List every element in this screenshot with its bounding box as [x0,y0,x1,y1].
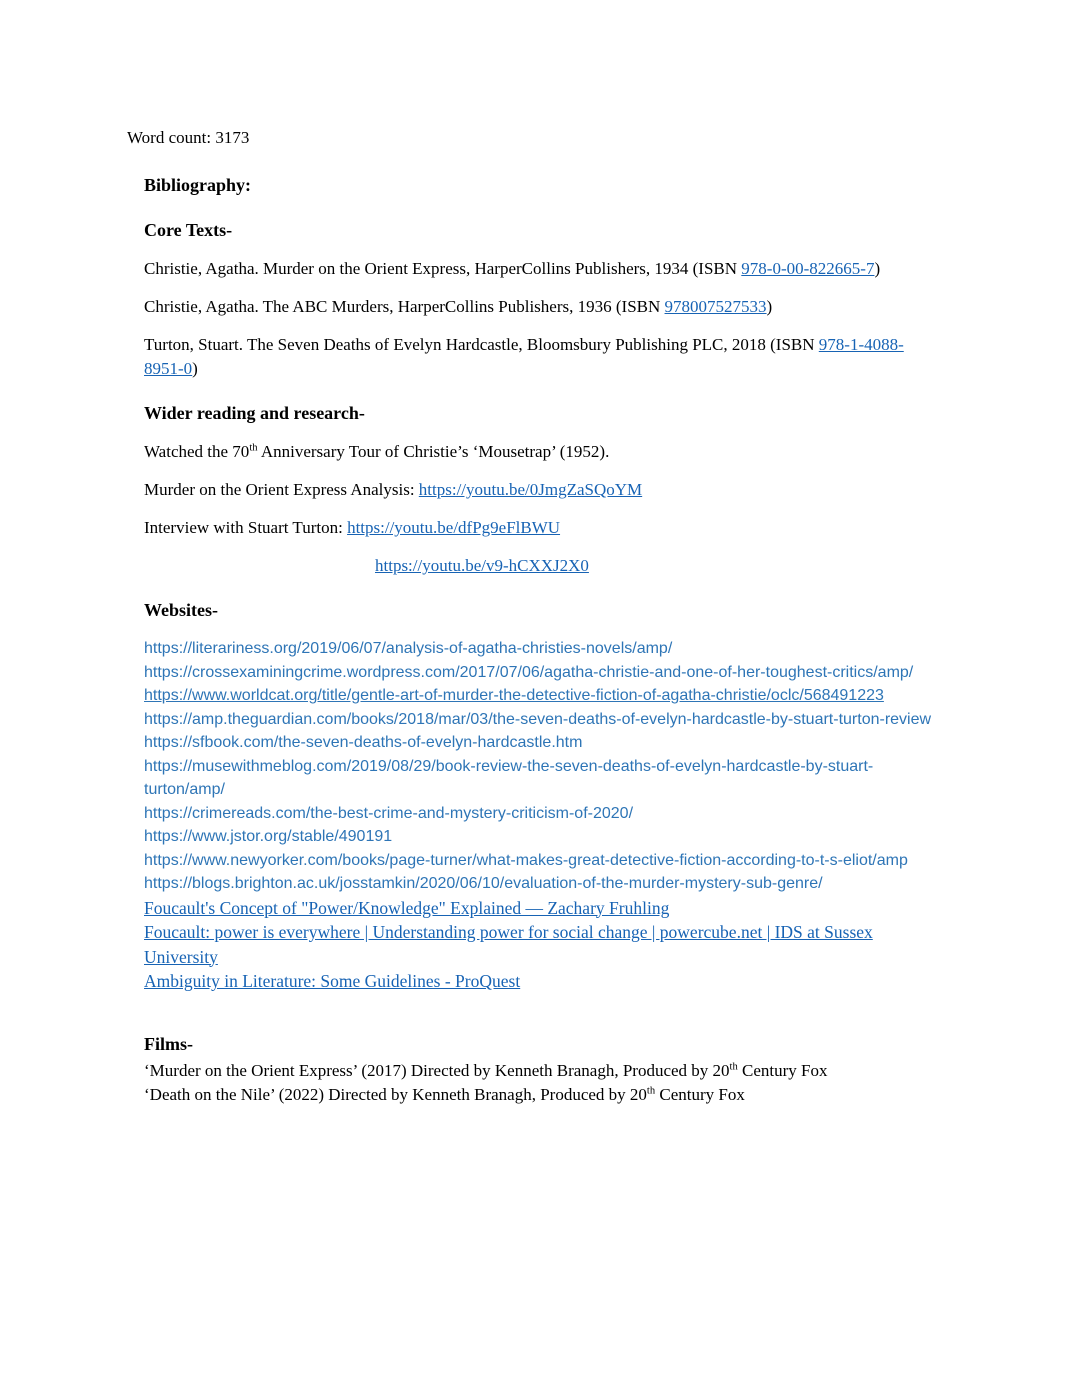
paragraph-orient-analysis [144,478,939,502]
text-run: Christie, Agatha. Murder on the Orient Express, HarperCollins Publishers, 1934 (ISBN [144,259,742,278]
website-url-literariness: https://literariness.org/2019/06/07/analysis-of-agatha-christies-novels/amp/ [144,640,673,657]
website-url-jstor: https://www.jstor.org/stable/490191 [144,828,393,845]
website-link-foucault-knowledge[interactable]: Foucault's Concept of "Power/Knowledge" Explained — Zachary Fruhling [144,897,670,918]
text-run: Murder on the Orient Express Analysis: [144,480,419,499]
website-url-sfbook: https://sfbook.com/the-seven-deaths-of-evelyn-hardcastle.htm [144,734,583,751]
text-run: Anniversary Tour of Christie’s ‘Mousetrap’ (1952). [257,442,610,461]
hyperlink[interactable]: https://youtu.be/dfPg9eFlBWU [347,518,561,537]
hyperlink[interactable]: 978-0-00-822665-7 [741,259,875,278]
text-run: Century Fox [655,1084,745,1104]
superscript-ordinal: th [646,1084,656,1096]
website-url-guardian: https://amp.theguardian.com/books/2018/mar/03/the-seven-deaths-of-evelyn-hardcastle-by-stuart-turton-review [144,710,932,728]
core-texts-heading: Core Texts- [144,220,233,240]
hyperlink[interactable]: https://youtu.be/v9-hCXXJ2X0 [375,556,589,575]
citation-orient-express [144,257,939,281]
text-run: ‘Death on the Nile’ (2022) Directed by Kenneth Branagh, Produced by 20 [144,1084,647,1104]
text-run: ) [192,359,198,378]
paragraph-turton-interview [144,516,939,540]
website-url-musewithmeblog: https://musewithmeblog.com/2019/08/29/book-review-the-seven-deaths-of-evelyn-hardcastle-by-stuart-turton/amp/ [144,757,874,798]
hyperlink[interactable]: 978007527533 [664,297,767,316]
text-run: Turton, Stuart. The Seven Deaths of Evelyn Hardcastle, Bloomsbury Publishing PLC, 2018 (ISBN [144,335,819,354]
website-url-crossexaminingcrime: https://crossexaminingcrime.wordpress.com/2017/07/06/agatha-christie-and-one-of-her-toughest-critics/amp/ [144,663,914,681]
text-run: Interview with Stuart Turton: [144,518,348,537]
hyperlink[interactable]: https://youtu.be/0JmgZaSQoYM [418,480,643,499]
superscript-ordinal: th [729,1060,738,1072]
text-run: ) [766,297,773,316]
films-heading: Films- [144,1033,193,1054]
film-entry-death-on-nile [144,1083,939,1107]
paragraph-extra-video-link [375,554,939,578]
film-entry-orient-express [144,1059,939,1083]
website-url-crimereads: https://crimereads.com/the-best-crime-and-mystery-criticism-of-2020/ [144,804,634,822]
wider-reading-heading: Wider reading and research- [144,403,365,423]
bibliography-heading: Bibliography: [144,175,252,195]
text-run: Century Fox [737,1060,828,1080]
text-run: ) [874,259,881,278]
word-count: Word count: 3173 [127,128,250,147]
document-content [144,173,939,1107]
website-link-ambiguity-proquest[interactable]: Ambiguity in Literature: Some Guidelines - ProQuest [144,971,521,991]
text-run: Watched the 70 [144,442,250,461]
website-link-worldcat[interactable]: https://www.worldcat.org/title/gentle-art-of-murder-the-detective-fiction-of-agatha-christie/oclc/568491223 [144,687,884,704]
citation-seven-deaths [144,333,939,381]
paragraph-watched-mousetrap [144,440,939,464]
website-url-brighton-blogs: https://blogs.brighton.ac.uk/josstamkin/2020/06/10/evaluation-of-the-murder-mystery-sub-genre/ [144,875,823,892]
text-run: ‘Murder on the Orient Express’ (2017) Directed by Kenneth Branagh, Produced by 20 [144,1060,730,1080]
website-url-list [144,637,939,994]
websites-heading: Websites- [144,600,218,620]
text-run: Christie, Agatha. The ABC Murders, HarperCollins Publishers, 1936 (ISBN [144,297,665,316]
citation-abc-murders [144,295,939,319]
website-url-newyorker: https://www.newyorker.com/books/page-turner/what-makes-great-detective-fiction-according-to-t-s-eliot/amp [144,851,908,869]
hyperlink[interactable]: 978-1-4088-8951-0 [144,335,904,378]
website-link-foucault-powercube[interactable]: Foucault: power is everywhere | Understanding power for social change | powercube.net | IDS at Sussex University [144,922,873,967]
superscript-ordinal: th [249,442,258,454]
